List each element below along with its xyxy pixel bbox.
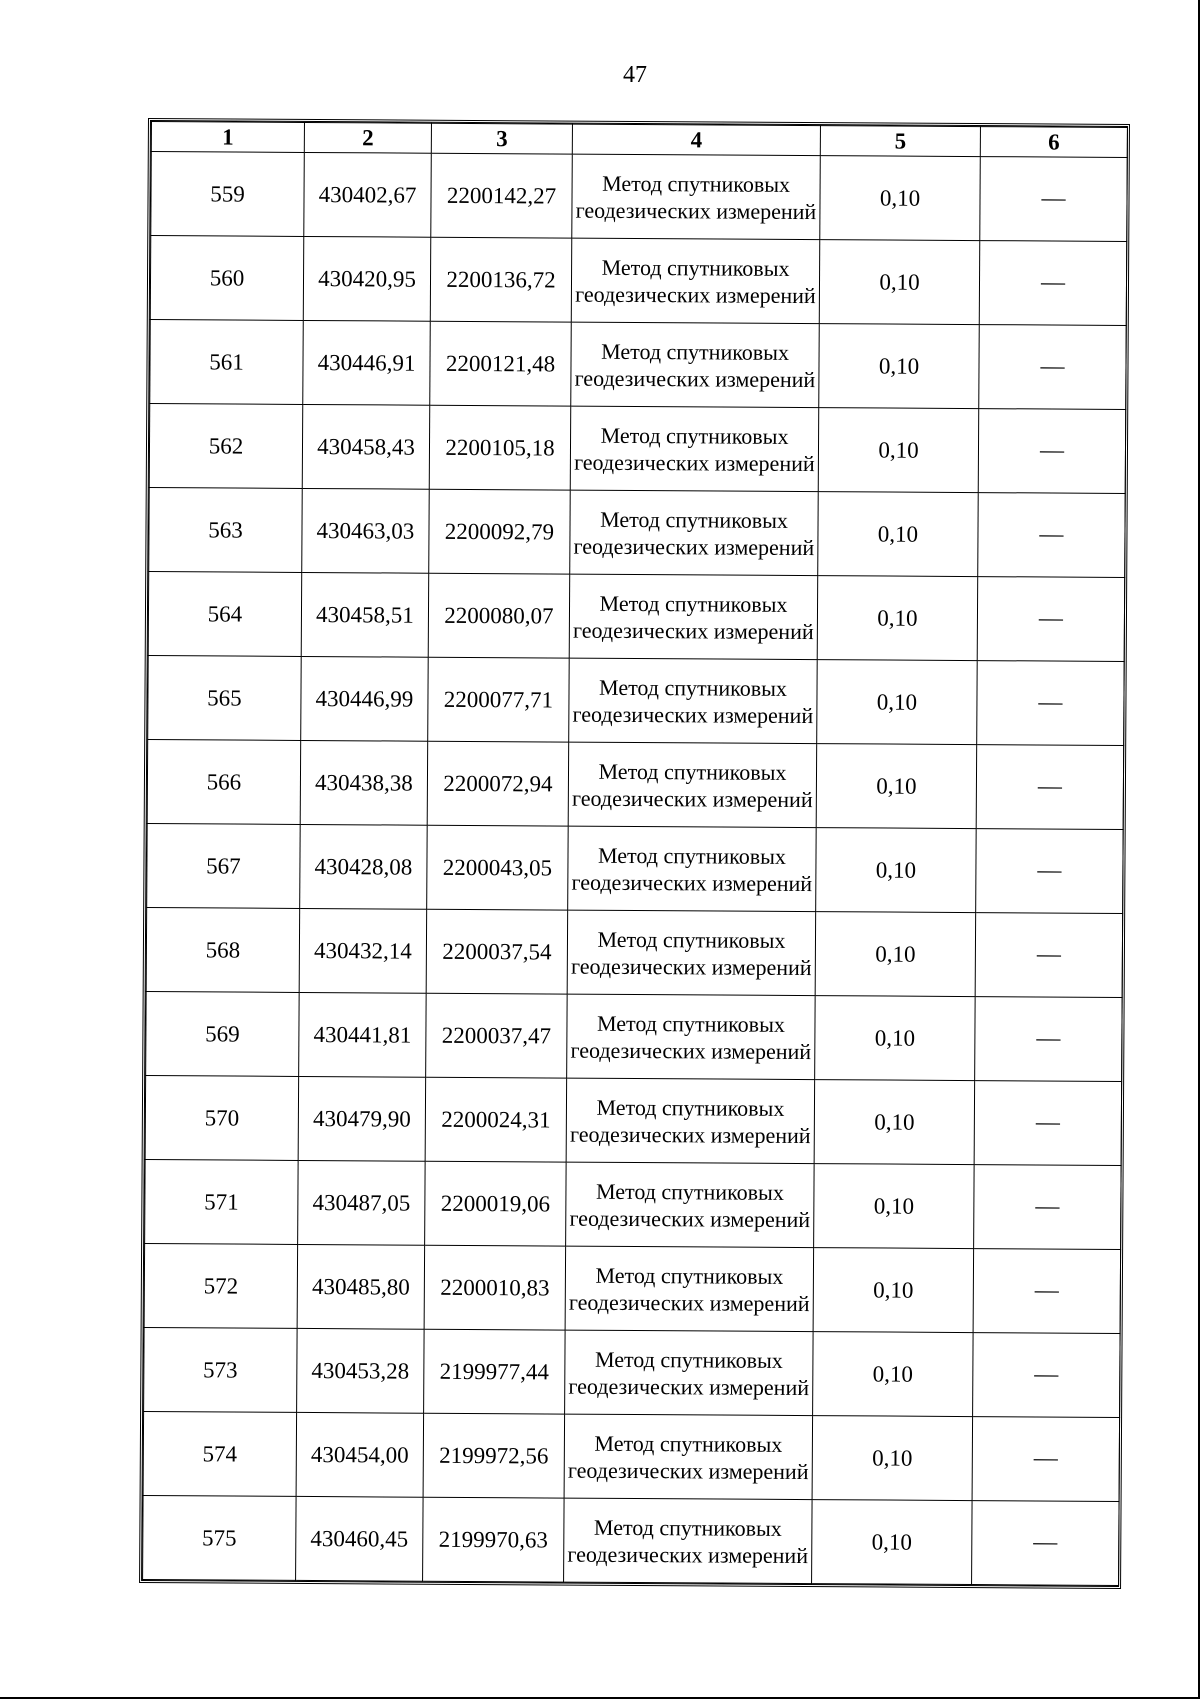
- table-row: [145, 1160, 1121, 1250]
- coord-y-cell: 2200010,83: [424, 1245, 566, 1330]
- point-number-cell: 564: [148, 572, 302, 657]
- table-row: [143, 1495, 1119, 1585]
- method-cell: Метод спутниковых геодезических измерений: [571, 322, 820, 408]
- coord-y-cell: 2200037,47: [426, 993, 568, 1078]
- coord-x-cell: 430460,45: [296, 1496, 424, 1581]
- method-cell: Метод спутниковых геодезических измерений: [566, 1162, 815, 1248]
- point-number-cell: 567: [147, 824, 301, 909]
- table-row: [148, 572, 1124, 662]
- point-number-cell: 565: [148, 656, 302, 741]
- point-number-cell: 575: [143, 1495, 297, 1580]
- coord-x-cell: 430446,91: [303, 320, 431, 405]
- accuracy-cell: 0,10: [819, 240, 980, 325]
- accuracy-cell: 0,10: [814, 1164, 975, 1249]
- point-number-cell: 570: [145, 1076, 299, 1161]
- note-cell: —: [977, 661, 1125, 746]
- method-cell: Метод спутниковых геодезических измерений: [565, 1246, 814, 1332]
- table-row: [150, 236, 1126, 326]
- note-cell: —: [975, 997, 1123, 1082]
- table-row: [144, 1244, 1120, 1334]
- accuracy-cell: 0,10: [813, 1332, 974, 1417]
- coord-x-cell: 430453,28: [297, 1328, 425, 1413]
- page-number: 47: [623, 62, 647, 88]
- coord-x-cell: 430441,81: [299, 992, 427, 1077]
- coord-y-cell: 2200019,06: [425, 1161, 567, 1246]
- point-number-cell: 562: [149, 404, 303, 489]
- coord-x-cell: 430487,05: [298, 1160, 426, 1245]
- header-col-4: 4: [572, 124, 820, 156]
- point-number-cell: 573: [144, 1327, 298, 1412]
- table-row: [144, 1327, 1120, 1417]
- table-row: [145, 1076, 1121, 1166]
- accuracy-cell: 0,10: [818, 492, 979, 577]
- accuracy-cell: 0,10: [815, 996, 976, 1081]
- note-cell: —: [974, 1081, 1122, 1166]
- header-col-5: 5: [820, 126, 980, 157]
- table-body: [143, 152, 1128, 1586]
- method-cell: Метод спутниковых геодезических измерений: [565, 1330, 814, 1416]
- method-cell: Метод спутниковых геодезических измерений: [572, 154, 821, 240]
- coord-y-cell: 2200142,27: [431, 153, 573, 238]
- note-cell: —: [978, 493, 1126, 578]
- table-row: [149, 404, 1125, 494]
- accuracy-cell: 0,10: [812, 1500, 973, 1585]
- point-number-cell: 572: [144, 1244, 298, 1329]
- note-cell: —: [976, 745, 1124, 830]
- note-cell: —: [976, 829, 1124, 914]
- table-row: [146, 908, 1122, 998]
- method-cell: Метод спутниковых геодезических измерений: [568, 826, 817, 912]
- coord-x-cell: 430428,08: [300, 824, 428, 909]
- accuracy-cell: 0,10: [817, 576, 978, 661]
- coord-x-cell: 430479,90: [298, 1076, 426, 1161]
- method-cell: Метод спутниковых геодезических измерений: [567, 910, 816, 996]
- point-number-cell: 563: [149, 488, 303, 573]
- table-row: [151, 152, 1127, 242]
- point-number-cell: 559: [151, 152, 305, 237]
- accuracy-cell: 0,10: [818, 408, 979, 493]
- note-cell: —: [978, 409, 1126, 494]
- method-cell: Метод спутниковых геодезических измерений: [568, 742, 817, 828]
- table-row: [146, 992, 1122, 1082]
- note-cell: —: [974, 1165, 1122, 1250]
- accuracy-cell: 0,10: [813, 1248, 974, 1333]
- note-cell: —: [972, 1501, 1120, 1586]
- coordinates-table-frame: [139, 118, 1130, 1589]
- note-cell: —: [979, 325, 1127, 410]
- coord-y-cell: 2200072,94: [427, 741, 569, 826]
- accuracy-cell: 0,10: [817, 660, 978, 745]
- coord-x-cell: 430402,67: [304, 152, 432, 237]
- coord-y-cell: 2200092,79: [429, 489, 571, 574]
- note-cell: —: [975, 913, 1123, 998]
- method-cell: Метод спутниковых геодезических измерений: [569, 574, 818, 660]
- coord-x-cell: 430454,00: [296, 1412, 424, 1497]
- point-number-cell: 568: [146, 908, 300, 993]
- accuracy-cell: 0,10: [820, 156, 981, 241]
- point-number-cell: 566: [147, 740, 301, 825]
- coord-x-cell: 430432,14: [299, 908, 427, 993]
- note-cell: —: [973, 1333, 1121, 1418]
- method-cell: Метод спутниковых геодезических измерений: [569, 658, 818, 744]
- method-cell: Метод спутниковых геодезических измерений: [571, 238, 820, 324]
- coord-y-cell: 2199970,63: [423, 1497, 565, 1582]
- header-col-2: 2: [304, 122, 431, 153]
- point-number-cell: 571: [145, 1160, 299, 1245]
- point-number-cell: 560: [150, 236, 304, 321]
- method-cell: Метод спутниковых геодезических измерений: [567, 994, 816, 1080]
- method-cell: Метод спутниковых геодезических измерений: [564, 1498, 813, 1584]
- table-row: [147, 740, 1123, 830]
- accuracy-cell: 0,10: [816, 744, 977, 829]
- note-cell: —: [973, 1249, 1121, 1334]
- coord-y-cell: 2199972,56: [423, 1413, 565, 1498]
- coord-y-cell: 2200121,48: [430, 321, 572, 406]
- table-row: [150, 320, 1126, 410]
- coord-y-cell: 2200024,31: [425, 1077, 567, 1162]
- note-cell: —: [972, 1417, 1120, 1502]
- method-cell: Метод спутниковых геодезических измерений: [570, 406, 819, 492]
- note-cell: —: [977, 577, 1125, 662]
- coord-y-cell: 2200080,07: [428, 573, 570, 658]
- note-cell: —: [980, 157, 1128, 242]
- coordinates-table: [142, 121, 1128, 1586]
- table-row: [147, 824, 1123, 914]
- table-row: [149, 488, 1125, 578]
- header-col-1: 1: [151, 122, 304, 153]
- coord-y-cell: 2200077,71: [428, 657, 570, 742]
- method-cell: Метод спутниковых геодезических измерений: [570, 490, 819, 576]
- accuracy-cell: 0,10: [812, 1416, 973, 1501]
- point-number-cell: 569: [146, 992, 300, 1077]
- coord-x-cell: 430458,43: [302, 404, 430, 489]
- coord-y-cell: 2200043,05: [427, 825, 569, 910]
- accuracy-cell: 0,10: [815, 912, 976, 997]
- coord-y-cell: 2200037,54: [426, 909, 568, 994]
- coord-y-cell: 2200136,72: [430, 237, 572, 322]
- table-row: [148, 656, 1124, 746]
- coord-x-cell: 430485,80: [297, 1244, 425, 1329]
- note-cell: —: [979, 241, 1127, 326]
- method-cell: Метод спутниковых геодезических измерений: [566, 1078, 815, 1164]
- coord-x-cell: 430463,03: [302, 488, 430, 573]
- header-col-3: 3: [431, 123, 572, 154]
- coord-x-cell: 430420,95: [303, 236, 431, 321]
- accuracy-cell: 0,10: [814, 1080, 975, 1165]
- accuracy-cell: 0,10: [816, 828, 977, 913]
- point-number-cell: 561: [150, 320, 304, 405]
- accuracy-cell: 0,10: [819, 324, 980, 409]
- coord-x-cell: 430446,99: [301, 656, 429, 741]
- coord-y-cell: 2200105,18: [429, 405, 571, 490]
- table-row: [143, 1411, 1119, 1501]
- header-col-6: 6: [980, 127, 1127, 158]
- coord-x-cell: 430438,38: [300, 740, 428, 825]
- point-number-cell: 574: [143, 1411, 297, 1496]
- coord-x-cell: 430458,51: [301, 572, 429, 657]
- coord-y-cell: 2199977,44: [424, 1329, 566, 1414]
- method-cell: Метод спутниковых геодезических измерений: [564, 1414, 813, 1500]
